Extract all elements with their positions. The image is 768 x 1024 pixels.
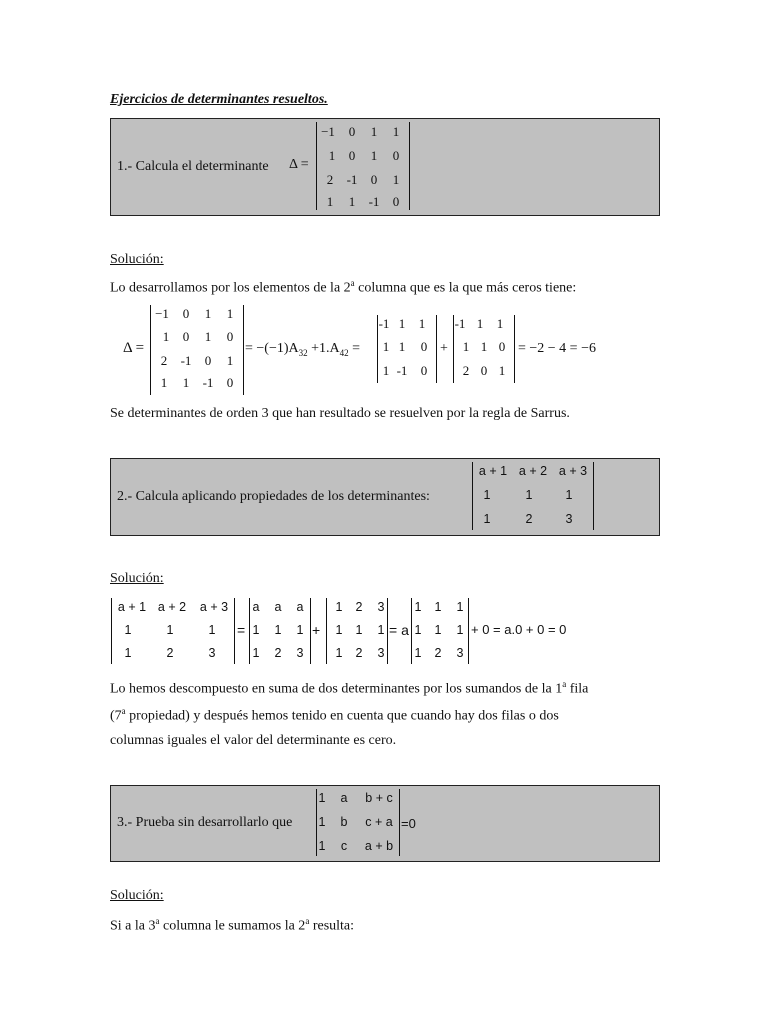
matrix-cell: 0: [182, 329, 190, 344]
solution-2-paragraph-line-2: [110, 706, 559, 725]
matrix-cell: 3: [377, 646, 385, 660]
matrix-cell: 0: [348, 148, 356, 163]
solution-3-heading: Solución:: [110, 888, 164, 903]
matrix-cell: 1: [398, 316, 406, 331]
equals-sign: =: [237, 622, 246, 638]
matrix-cell: 1: [462, 339, 470, 354]
matrix-cell: 0: [420, 363, 428, 378]
matrix-cell: a + b: [364, 839, 394, 853]
exercise-3-result: =0: [401, 816, 416, 831]
solution-1-heading: Solución:: [110, 252, 164, 267]
solution-2-paragraph-line-1: [110, 679, 588, 698]
intro-text-a: Lo desarrollamos por los elementos de la 2: [110, 280, 351, 296]
matrix-cell: 1: [160, 375, 168, 390]
ordinal: a: [305, 916, 310, 926]
matrix-cell: 3: [296, 646, 304, 660]
ordinal: a: [562, 679, 567, 689]
matrix-cell: a + 3: [199, 600, 229, 614]
matrix-cell: 0: [420, 339, 428, 354]
expansion-text: = −(−1)A: [245, 341, 299, 356]
matrix-cell: 1: [414, 623, 422, 637]
determinant-3x3-abc: [316, 789, 400, 856]
matrix-cell: 1: [370, 148, 378, 163]
exercise-2-box: [110, 458, 660, 536]
matrix-cell: 1: [480, 339, 488, 354]
matrix-cell: 1: [348, 194, 356, 209]
matrix-cell: 1: [414, 600, 422, 614]
solution-2-heading: Solución:: [110, 571, 164, 586]
matrix-cell: a + 1: [478, 464, 508, 478]
matrix-cell: 2: [160, 353, 168, 368]
delta-equals: Δ =: [289, 157, 309, 172]
matrix-cell: 1: [166, 623, 174, 637]
matrix-cell: 1: [326, 194, 334, 209]
matrix-cell: 1: [252, 623, 260, 637]
matrix-cell: 1: [204, 306, 212, 321]
matrix-cell: 1: [418, 316, 426, 331]
matrix-cell: 0: [392, 148, 400, 163]
matrix-cell: 0: [226, 375, 234, 390]
matrix-cell: 1: [335, 600, 343, 614]
matrix-cell: 0: [498, 339, 506, 354]
matrix-cell: 1: [182, 375, 190, 390]
matrix-cell: a: [274, 600, 282, 614]
matrix-cell: 1: [398, 339, 406, 354]
matrix-cell: 1: [124, 623, 132, 637]
equals: =: [348, 341, 361, 356]
matrix-cell: 0: [226, 329, 234, 344]
matrix-cell: 1: [335, 623, 343, 637]
plus-sign: +: [440, 341, 448, 356]
matrix-cell: 1: [525, 488, 533, 502]
plus-one: +1.A: [307, 341, 340, 356]
paragraph-text: fila: [566, 681, 589, 697]
matrix-cell: 3: [377, 600, 385, 614]
subscript-32: 32: [298, 347, 308, 358]
matrix-cell: 0: [204, 353, 212, 368]
matrix-cell: c: [340, 839, 348, 853]
determinant-repeated-rows: [326, 598, 388, 664]
exercise-3-box: [110, 785, 660, 862]
determinant-3x3: [472, 462, 594, 530]
matrix-cell: 1: [434, 623, 442, 637]
matrix-cell: a + 3: [558, 464, 588, 478]
matrix-cell: 2: [355, 600, 363, 614]
matrix-cell: a: [252, 600, 260, 614]
matrix-cell: 2: [462, 363, 470, 378]
matrix-cell: 1: [328, 148, 336, 163]
paragraph-text: propiedad) y después hemos tenido en cuenta que cuando hay dos filas o dos: [125, 708, 559, 724]
text-part: Si a la 3: [110, 918, 156, 934]
exercise-3-prompt: 3.- Prueba sin desarrollarlo que: [117, 815, 293, 830]
matrix-cell: 1: [377, 623, 385, 637]
matrix-cell: −1: [321, 124, 335, 139]
determinant-equal-rows: [411, 598, 469, 664]
matrix-cell: 1: [296, 623, 304, 637]
matrix-cell: 1: [483, 512, 491, 526]
matrix-cell: -1: [180, 353, 192, 368]
plus-sign: +: [312, 622, 321, 638]
matrix-cell: 1: [392, 124, 400, 139]
determinant-a-row: [249, 598, 311, 664]
matrix-cell: −1: [155, 306, 169, 321]
matrix-cell: 1: [476, 316, 484, 331]
matrix-cell: 1: [414, 646, 422, 660]
exercise-1-box: [110, 118, 660, 216]
matrix-cell: 2: [355, 646, 363, 660]
matrix-cell: 1: [162, 329, 170, 344]
matrix-cell: -1: [396, 363, 408, 378]
matrix-cell: 1: [318, 815, 326, 829]
matrix-cell: -1: [202, 375, 214, 390]
matrix-cell: 2: [525, 512, 533, 526]
matrix-cell: 2: [274, 646, 282, 660]
matrix-cell: a: [296, 600, 304, 614]
matrix-cell: 2: [166, 646, 174, 660]
minor-3x3-b: [453, 315, 515, 383]
matrix-cell: 1: [124, 646, 132, 660]
matrix-cell: 1: [274, 623, 282, 637]
matrix-cell: 0: [480, 363, 488, 378]
solution-1-result: = −2 − 4 = −6: [518, 341, 596, 356]
matrix-cell: b + c: [365, 791, 393, 805]
matrix-cell: 1: [496, 316, 504, 331]
paragraph-text: (7: [110, 708, 122, 724]
determinant-4x4: [316, 122, 410, 210]
matrix-cell: 3: [208, 646, 216, 660]
matrix-cell: 1: [483, 488, 491, 502]
intro-text-b: columna que es la que más ceros tiene:: [354, 280, 577, 296]
matrix-cell: 1: [204, 329, 212, 344]
matrix-cell: a + 1: [117, 600, 147, 614]
matrix-cell: 1: [392, 172, 400, 187]
ordinal: a: [121, 706, 126, 716]
solution-1-intro: [110, 278, 576, 297]
matrix-cell: a: [340, 791, 348, 805]
matrix-cell: 1: [252, 646, 260, 660]
matrix-cell: 1: [456, 600, 464, 614]
matrix-cell: -1: [454, 316, 466, 331]
solution-2-paragraph-line-3: columnas iguales el valor del determinante es cero.: [110, 733, 397, 748]
matrix-cell: 1: [456, 623, 464, 637]
matrix-cell: 1: [382, 339, 390, 354]
matrix-cell: 1: [565, 488, 573, 502]
document-title: Ejercicios de determinantes resueltos.: [110, 92, 328, 107]
matrix-cell: c + a: [365, 815, 393, 829]
delta-equals: Δ =: [123, 340, 145, 356]
matrix-cell: a + 2: [518, 464, 548, 478]
solution-2-result: + 0 = a.0 + 0 = 0: [471, 622, 567, 637]
equals-a: = a: [389, 622, 409, 638]
ordinal: a: [155, 916, 160, 926]
intro-ordinal: a: [350, 278, 355, 288]
matrix-cell: 1: [498, 363, 506, 378]
matrix-cell: -1: [378, 316, 390, 331]
matrix-cell: b: [340, 815, 348, 829]
cofactor-expansion: [245, 341, 360, 358]
matrix-cell: 1: [434, 600, 442, 614]
matrix-cell: 1: [355, 623, 363, 637]
matrix-cell: 1: [318, 839, 326, 853]
matrix-cell: 1: [318, 791, 326, 805]
text-part: columna le sumamos la 2: [159, 918, 306, 934]
minor-3x3-a: [377, 315, 437, 383]
matrix-cell: 2: [434, 646, 442, 660]
exercise-2-prompt: 2.- Calcula aplicando propiedades de los determinantes:: [117, 489, 430, 504]
solution-1-note: Se determinantes de orden 3 que han resultado se resuelven por la regla de Sarrus.: [110, 406, 570, 421]
matrix-cell: 0: [182, 306, 190, 321]
matrix-cell: a + 2: [157, 600, 187, 614]
matrix-cell: -1: [368, 194, 380, 209]
matrix-cell: 1: [226, 306, 234, 321]
matrix-cell: 1: [335, 646, 343, 660]
text-part: resulta:: [309, 918, 355, 934]
solution-3-text: [110, 916, 354, 935]
matrix-cell: 3: [456, 646, 464, 660]
matrix-cell: 1: [370, 124, 378, 139]
matrix-cell: 0: [392, 194, 400, 209]
determinant-4x4-solution: [150, 305, 244, 395]
matrix-cell: 0: [370, 172, 378, 187]
matrix-cell: 3: [565, 512, 573, 526]
subscript-42: 42: [339, 347, 349, 358]
matrix-cell: 0: [348, 124, 356, 139]
matrix-cell: 1: [208, 623, 216, 637]
matrix-cell: 1: [226, 353, 234, 368]
exercise-1-prompt: 1.- Calcula el determinante: [117, 159, 269, 174]
determinant-original: [111, 598, 235, 664]
matrix-cell: -1: [346, 172, 358, 187]
matrix-cell: 2: [326, 172, 334, 187]
matrix-cell: 1: [382, 363, 390, 378]
paragraph-text: Lo hemos descompuesto en suma de dos determinantes por los sumandos de la 1: [110, 681, 563, 697]
